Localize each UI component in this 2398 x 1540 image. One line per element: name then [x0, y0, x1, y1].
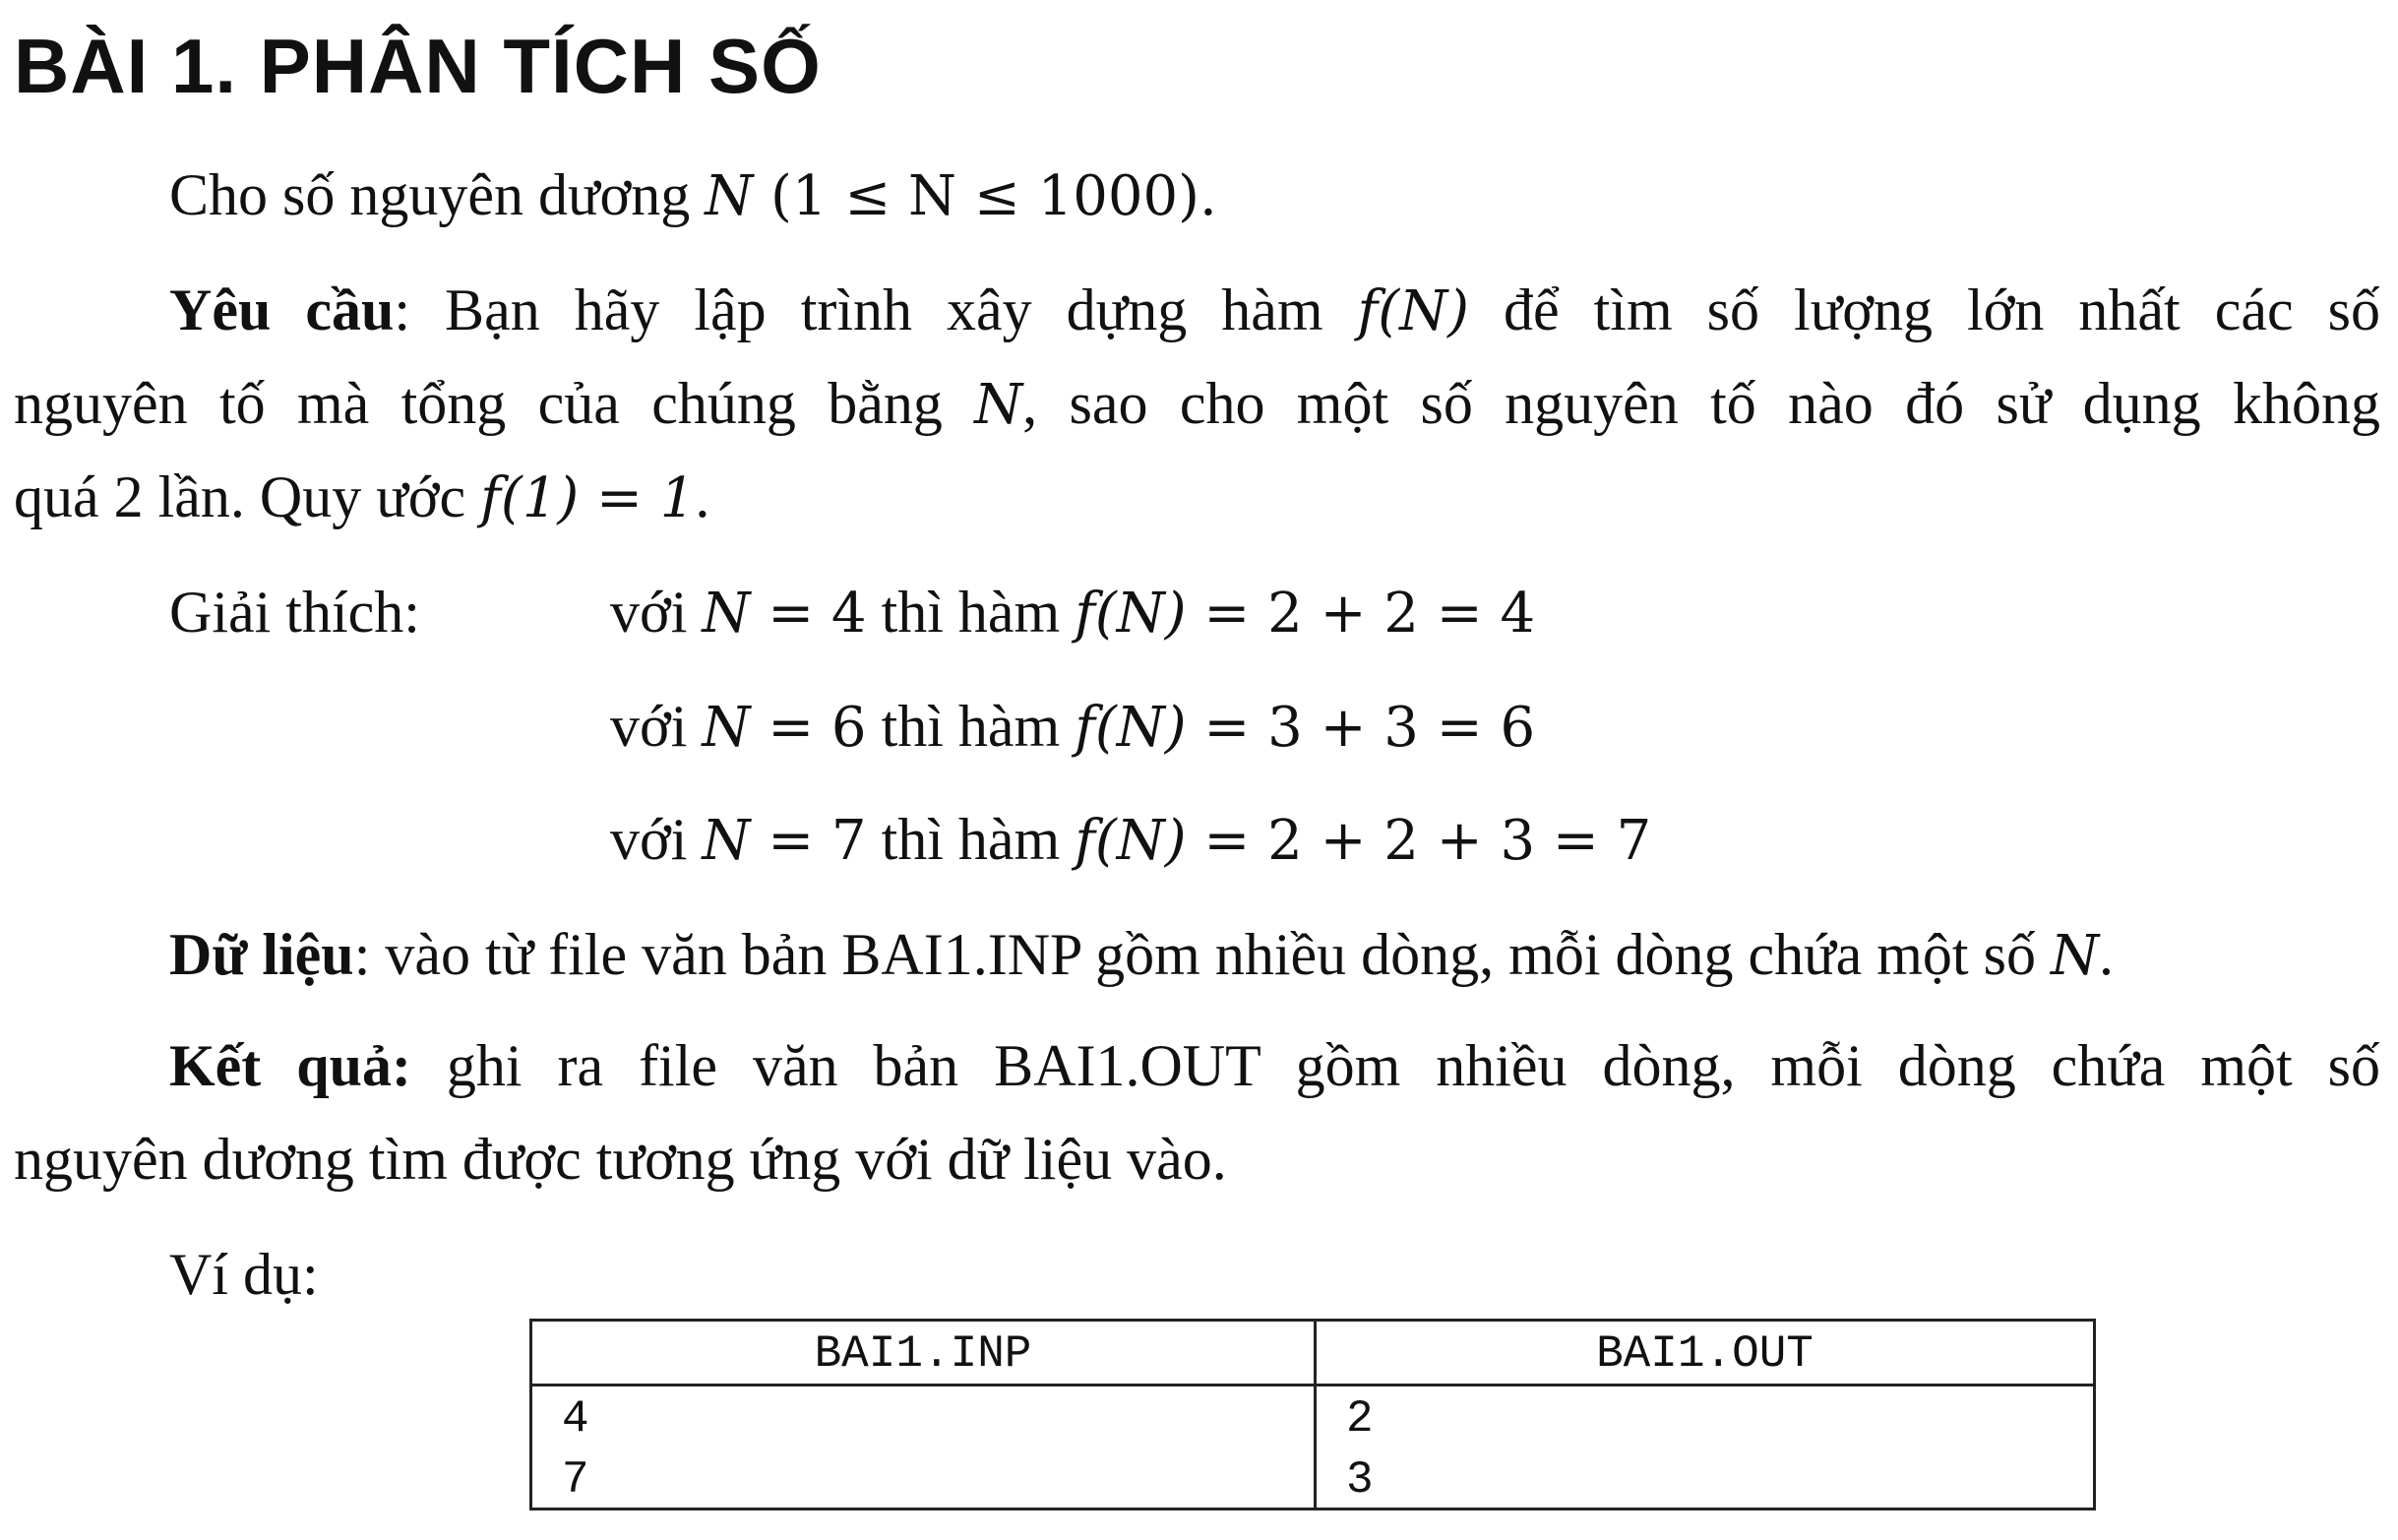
- explanation-row: [610, 580, 1536, 646]
- explanation-var: N: [702, 582, 751, 646]
- intro-var: N: [705, 164, 754, 228]
- explanation-rhs: = 3 + 3 = 6: [1186, 696, 1536, 760]
- explanation-var: N: [702, 696, 751, 760]
- requirement-var: N: [974, 373, 1023, 437]
- output-line: 3: [1346, 1454, 1374, 1506]
- requirement-text-3b: .: [695, 464, 710, 529]
- output-spec-text-1: ghi ra file văn bản BAI1.OUT gồm nhiều dòng, mỗi dòng chứa một số: [410, 1033, 2380, 1098]
- input-spec: [169, 922, 2114, 988]
- example-table: [529, 1319, 2096, 1510]
- output-line: 2: [1346, 1393, 1374, 1445]
- explanation-eq: = 7: [750, 809, 867, 873]
- explanation-prefix: với: [610, 694, 703, 759]
- requirement-text-1b: để tìm số lượng lớn nhất các số: [1468, 277, 2380, 342]
- explanation-prefix: với: [610, 807, 703, 872]
- input-spec-label: Dữ liệu: [169, 922, 354, 987]
- explanation-fn: f(N): [1075, 809, 1187, 873]
- explanation-mid: thì hàm: [866, 580, 1076, 645]
- explanation-prefix: với: [610, 580, 703, 645]
- explanation-eq: = 4: [750, 582, 867, 646]
- input-line: 7: [562, 1454, 589, 1506]
- table-header-input: BAI1.INP: [532, 1322, 1314, 1386]
- requirement-fn: f(N): [1357, 279, 1469, 343]
- intro-paragraph: [169, 162, 1217, 228]
- requirement-text-2a: nguyên tố mà tổng của chúng bằng: [14, 371, 975, 436]
- input-spec-text: : vào từ file văn bản BAI1.INP gồm nhiều dòng, mỗi dòng chứa một số: [353, 922, 2051, 987]
- requirement-text-2b: , sao cho một số nguyên tố nào đó sử dụng không: [1022, 371, 2380, 436]
- problem-title: BÀI 1. PHÂN TÍCH SỐ: [14, 23, 822, 109]
- output-spec-line-2: nguyên dương tìm được tương ứng với dữ liệu vào.: [14, 1127, 1227, 1192]
- intro-text: Cho số nguyên dương: [169, 162, 706, 227]
- output-spec-label: Kết quả:: [169, 1033, 411, 1098]
- input-spec-end: .: [2098, 922, 2114, 987]
- input-line: 4: [562, 1393, 589, 1445]
- example-label: Ví dụ:: [169, 1242, 319, 1307]
- explanation-eq: = 6: [750, 696, 867, 760]
- explanation-mid: thì hàm: [866, 694, 1076, 759]
- explanation-row: [610, 807, 1652, 873]
- explanation-row: [610, 694, 1536, 760]
- requirement-line-2: [14, 371, 2380, 437]
- explanation-mid: thì hàm: [866, 807, 1076, 872]
- explanation-var: N: [702, 809, 751, 873]
- requirement-line-1: [169, 277, 2380, 343]
- explanation-rhs: = 2 + 2 = 4: [1186, 582, 1536, 646]
- table-header-output: BAI1.OUT: [1314, 1322, 2093, 1386]
- explanation-label: Giải thích:: [169, 580, 420, 645]
- input-spec-var: N: [2050, 924, 2099, 988]
- output-spec-line-1: [169, 1033, 2380, 1098]
- intro-constraint: (1 ≤ N ≤ 1000).: [753, 164, 1217, 228]
- explanation-fn: f(N): [1075, 696, 1187, 760]
- table-cell-output: [1314, 1386, 2093, 1508]
- explanation-rhs: = 2 + 2 + 3 = 7: [1186, 809, 1652, 873]
- requirement-math: f(1) = 1: [480, 466, 696, 530]
- requirement-text-1a: : Bạn hãy lập trình xây dựng hàm: [394, 277, 1358, 342]
- requirement-line-3: [14, 464, 710, 530]
- requirement-label: Yêu cầu: [169, 277, 395, 342]
- table-cell-input: [532, 1386, 1314, 1508]
- requirement-text-3a: quá 2 lần. Quy ước: [14, 464, 481, 529]
- explanation-fn: f(N): [1075, 582, 1187, 646]
